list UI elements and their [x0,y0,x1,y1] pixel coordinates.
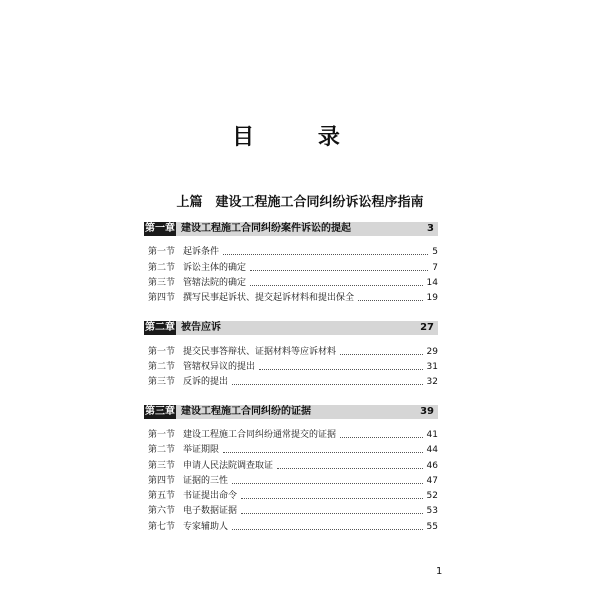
section-title: 建设工程施工合同纠纷通常提交的证据 [183,430,337,440]
chapter-page: 39 [420,406,434,417]
leader-dots [250,270,428,271]
section-number: 第三节 [148,278,176,288]
section-number: 第二节 [148,263,176,273]
toc-entry[interactable] [148,346,438,358]
toc-entry[interactable] [148,444,438,456]
section-number: 第五节 [148,491,176,501]
chapter-header-2[interactable] [144,321,438,335]
chapter-page: 3 [427,223,434,234]
section-page: 7 [432,263,438,273]
section-title: 起诉条件 [183,247,220,257]
chapter-number: 第一章 [145,223,175,234]
chapter-title: 建设工程施工合同纠纷案件诉讼的提起 [181,223,351,234]
leader-dots [358,300,423,301]
section-page: 31 [426,362,438,372]
toc-entry[interactable] [148,376,438,388]
section-title: 诉讼主体的确定 [183,263,247,273]
toc-entry[interactable] [148,361,438,373]
toc-entry[interactable] [148,490,438,502]
section-page: 46 [426,461,438,471]
section-page: 47 [426,476,438,486]
leader-dots [259,369,423,370]
chapter-page: 27 [420,322,434,333]
section-number: 第一节 [148,430,176,440]
leader-dots [250,285,423,286]
section-number: 第二节 [148,362,176,372]
chapter-title: 被告应诉 [181,322,221,333]
section-title: 专家辅助人 [183,522,229,532]
section-title: 书证提出命令 [183,491,238,501]
chapter-header-3[interactable] [144,405,438,419]
leader-dots [223,452,423,453]
leader-dots [232,384,423,385]
section-title: 申请人民法院调查取证 [183,461,274,471]
section-title: 撰写民事起诉状、提交起诉材料和提出保全 [183,293,355,303]
toc-entry[interactable] [148,277,438,289]
leader-dots [340,437,423,438]
section-number: 第一节 [148,247,176,257]
leader-dots [223,254,428,255]
section-number: 第六节 [148,506,176,516]
toc-entry[interactable] [148,460,438,472]
toc-entry[interactable] [148,429,438,441]
section-title: 电子数据证据 [183,506,238,516]
section-number: 第二节 [148,445,176,455]
toc-entry[interactable] [148,505,438,517]
section-number: 第四节 [148,293,176,303]
chapter-title: 建设工程施工合同纠纷的证据 [181,406,311,417]
section-page: 55 [426,522,438,532]
section-title: 反诉的提出 [183,377,229,387]
toc-entry[interactable] [148,521,438,533]
toc-entry[interactable] [148,475,438,487]
section-title: 举证期限 [183,445,220,455]
leader-dots [232,529,423,530]
section-title: 管辖法院的确定 [183,278,247,288]
section-page: 14 [426,278,438,288]
section-page: 44 [426,445,438,455]
chapter-number: 第三章 [145,406,175,417]
section-page: 19 [426,293,438,303]
chapter-number: 第二章 [145,322,175,333]
toc-title: 目 录 [232,124,368,150]
section-page: 41 [426,430,438,440]
chapter-header-1[interactable] [144,222,438,236]
section-page: 53 [426,506,438,516]
leader-dots [277,468,423,469]
leader-dots [241,498,423,499]
part-title: 上篇 建设工程施工合同纠纷诉讼程序指南 [176,195,424,210]
section-number: 第七节 [148,522,176,532]
section-number: 第三节 [148,461,176,471]
section-title: 提交民事答辩状、证据材料等应诉材料 [183,347,337,357]
section-page: 52 [426,491,438,501]
section-title: 证据的三性 [183,476,229,486]
section-number: 第一节 [148,347,176,357]
leader-dots [232,483,423,484]
page-number: 1 [436,566,443,577]
toc-entry[interactable] [148,292,438,304]
section-title: 管辖权异议的提出 [183,362,256,372]
toc-entry[interactable] [148,262,438,274]
section-number: 第三节 [148,377,176,387]
leader-dots [340,354,423,355]
section-page: 32 [426,377,438,387]
section-number: 第四节 [148,476,176,486]
leader-dots [241,513,423,514]
toc-entry[interactable] [148,246,438,258]
section-page: 5 [432,247,438,257]
section-page: 29 [426,347,438,357]
